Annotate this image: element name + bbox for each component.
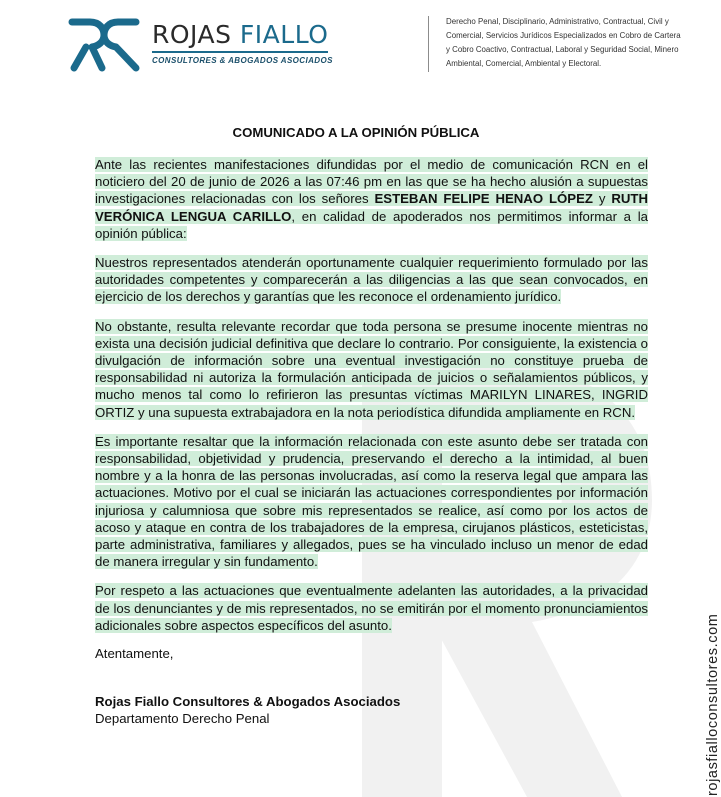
website-vertical bbox=[690, 586, 721, 796]
brand-name-part2: FIALLO bbox=[239, 20, 329, 49]
paragraph-4 bbox=[95, 433, 648, 571]
document-title: COMUNICADO A LA OPINIÓN PÚBLICA bbox=[232, 125, 480, 140]
brand-underline bbox=[152, 51, 328, 53]
paragraph-intro bbox=[95, 156, 648, 242]
brand-subtitle: CONSULTORES & ABOGADOS ASOCIADOS bbox=[152, 56, 333, 65]
paragraph-2 bbox=[95, 254, 648, 306]
rojas-fiallo-logo-icon bbox=[66, 16, 142, 74]
document-body bbox=[95, 156, 648, 726]
services-line: Ambiental, Comercial, Ambiental y Electoral. bbox=[446, 59, 602, 68]
intro-text-2: y bbox=[592, 191, 612, 207]
highlighted-text bbox=[95, 157, 648, 241]
website-url: rojasfialloconsultores.com bbox=[705, 613, 721, 796]
intro-text-3: , en calidad de apoderados nos permitimos informar a la opinión pública: bbox=[95, 208, 648, 241]
brand-name bbox=[152, 20, 333, 50]
paragraph-5 bbox=[95, 582, 648, 634]
paragraph-2-text: Nuestros representados atenderán oportunamente cualquier requerimiento formulado por las autoridades competentes y comparecerán a las diligencias a las que sean convocados, en ejercicio de los derechos y garantías que les reconoce el ordenamiento jurídico. bbox=[95, 255, 648, 305]
paragraph-3 bbox=[95, 318, 648, 421]
services-line: Comercial, Servicios Jurídicos Especializados en Cobro de Cartera bbox=[446, 31, 681, 40]
header-divider bbox=[428, 16, 429, 72]
brand-block bbox=[152, 20, 333, 65]
person-name-1: ESTEBAN FELIPE HENAO LÓPEZ bbox=[374, 191, 593, 207]
signature-firm: Rojas Fiallo Consultores & Abogados Asociados bbox=[95, 694, 401, 710]
person-name-2: RUTH VERÓNICA LENGUA CARILLO bbox=[95, 191, 648, 224]
paragraph-5-text: Por respeto a las actuaciones que eventualmente adelanten las autoridades, a la privacidad de los denunciantes y de mis representados, no se emitirán por el momento pronunciamientos adicionales sobre aspectos específicos del asunto. bbox=[95, 583, 648, 633]
services-line: Derecho Penal, Disciplinario, Administrativo, Contractual, Civil y bbox=[446, 17, 669, 26]
signature-department: Departamento Derecho Penal bbox=[95, 711, 270, 727]
intro-text-1: Ante las recientes manifestaciones difundidas por el medio de comunicación RCN en el noticiero del 20 de junio de 2026 a las 07:46 pm en las que se ha hecho alusión a supuestas investigaciones relacionadas con los señores bbox=[95, 157, 648, 207]
brand-name-part1: ROJAS bbox=[152, 20, 240, 49]
paragraph-3-text: No obstante, resulta relevante recordar que toda persona se presume inocente mientras no exista una decisión judicial definitiva que declare lo contrario. Por consiguiente, la existencia o divulgación de información sobre una eventual investigación no constituye prueba de responsabilidad ni autoriza la formulación anticipada de juicios o señalamientos públicos, y mucho menos tal como lo refirieron las presuntas víctimas MARILYN LINARES, INGRID ORTIZ y una supuesta extrabajadora en la nota periodística difundida ampliamente en RCN. bbox=[95, 318, 648, 420]
paragraph-4-text: Es importante resaltar que la información relacionada con este asunto debe ser tratada con responsabilidad, objetividad y prudencia, preservando el derecho a la intimidad, al buen nombre y a la honra de las personas involucradas, así como la reserva legal que ampara las actuaciones. Motivo por el cual se iniciarán las actuaciones correspondientes por información injuriosa y calumniosa que sobre mis representados se realice, así como por los actos de acoso y ataque en contra de los trabajadores de la empresa, cirujanos plásticos, esteticistas, parte administrativa, familiares y allegados, pues se ha vinculado incluso un menor de edad de manera irregular y sin fundamento. bbox=[95, 433, 648, 570]
services-list bbox=[446, 15, 696, 71]
closing-salutation: Atentamente, bbox=[95, 646, 174, 662]
services-line: y Cobro Coactivo, Contractual, Laboral y Seguridad Social, Minero bbox=[446, 45, 679, 54]
